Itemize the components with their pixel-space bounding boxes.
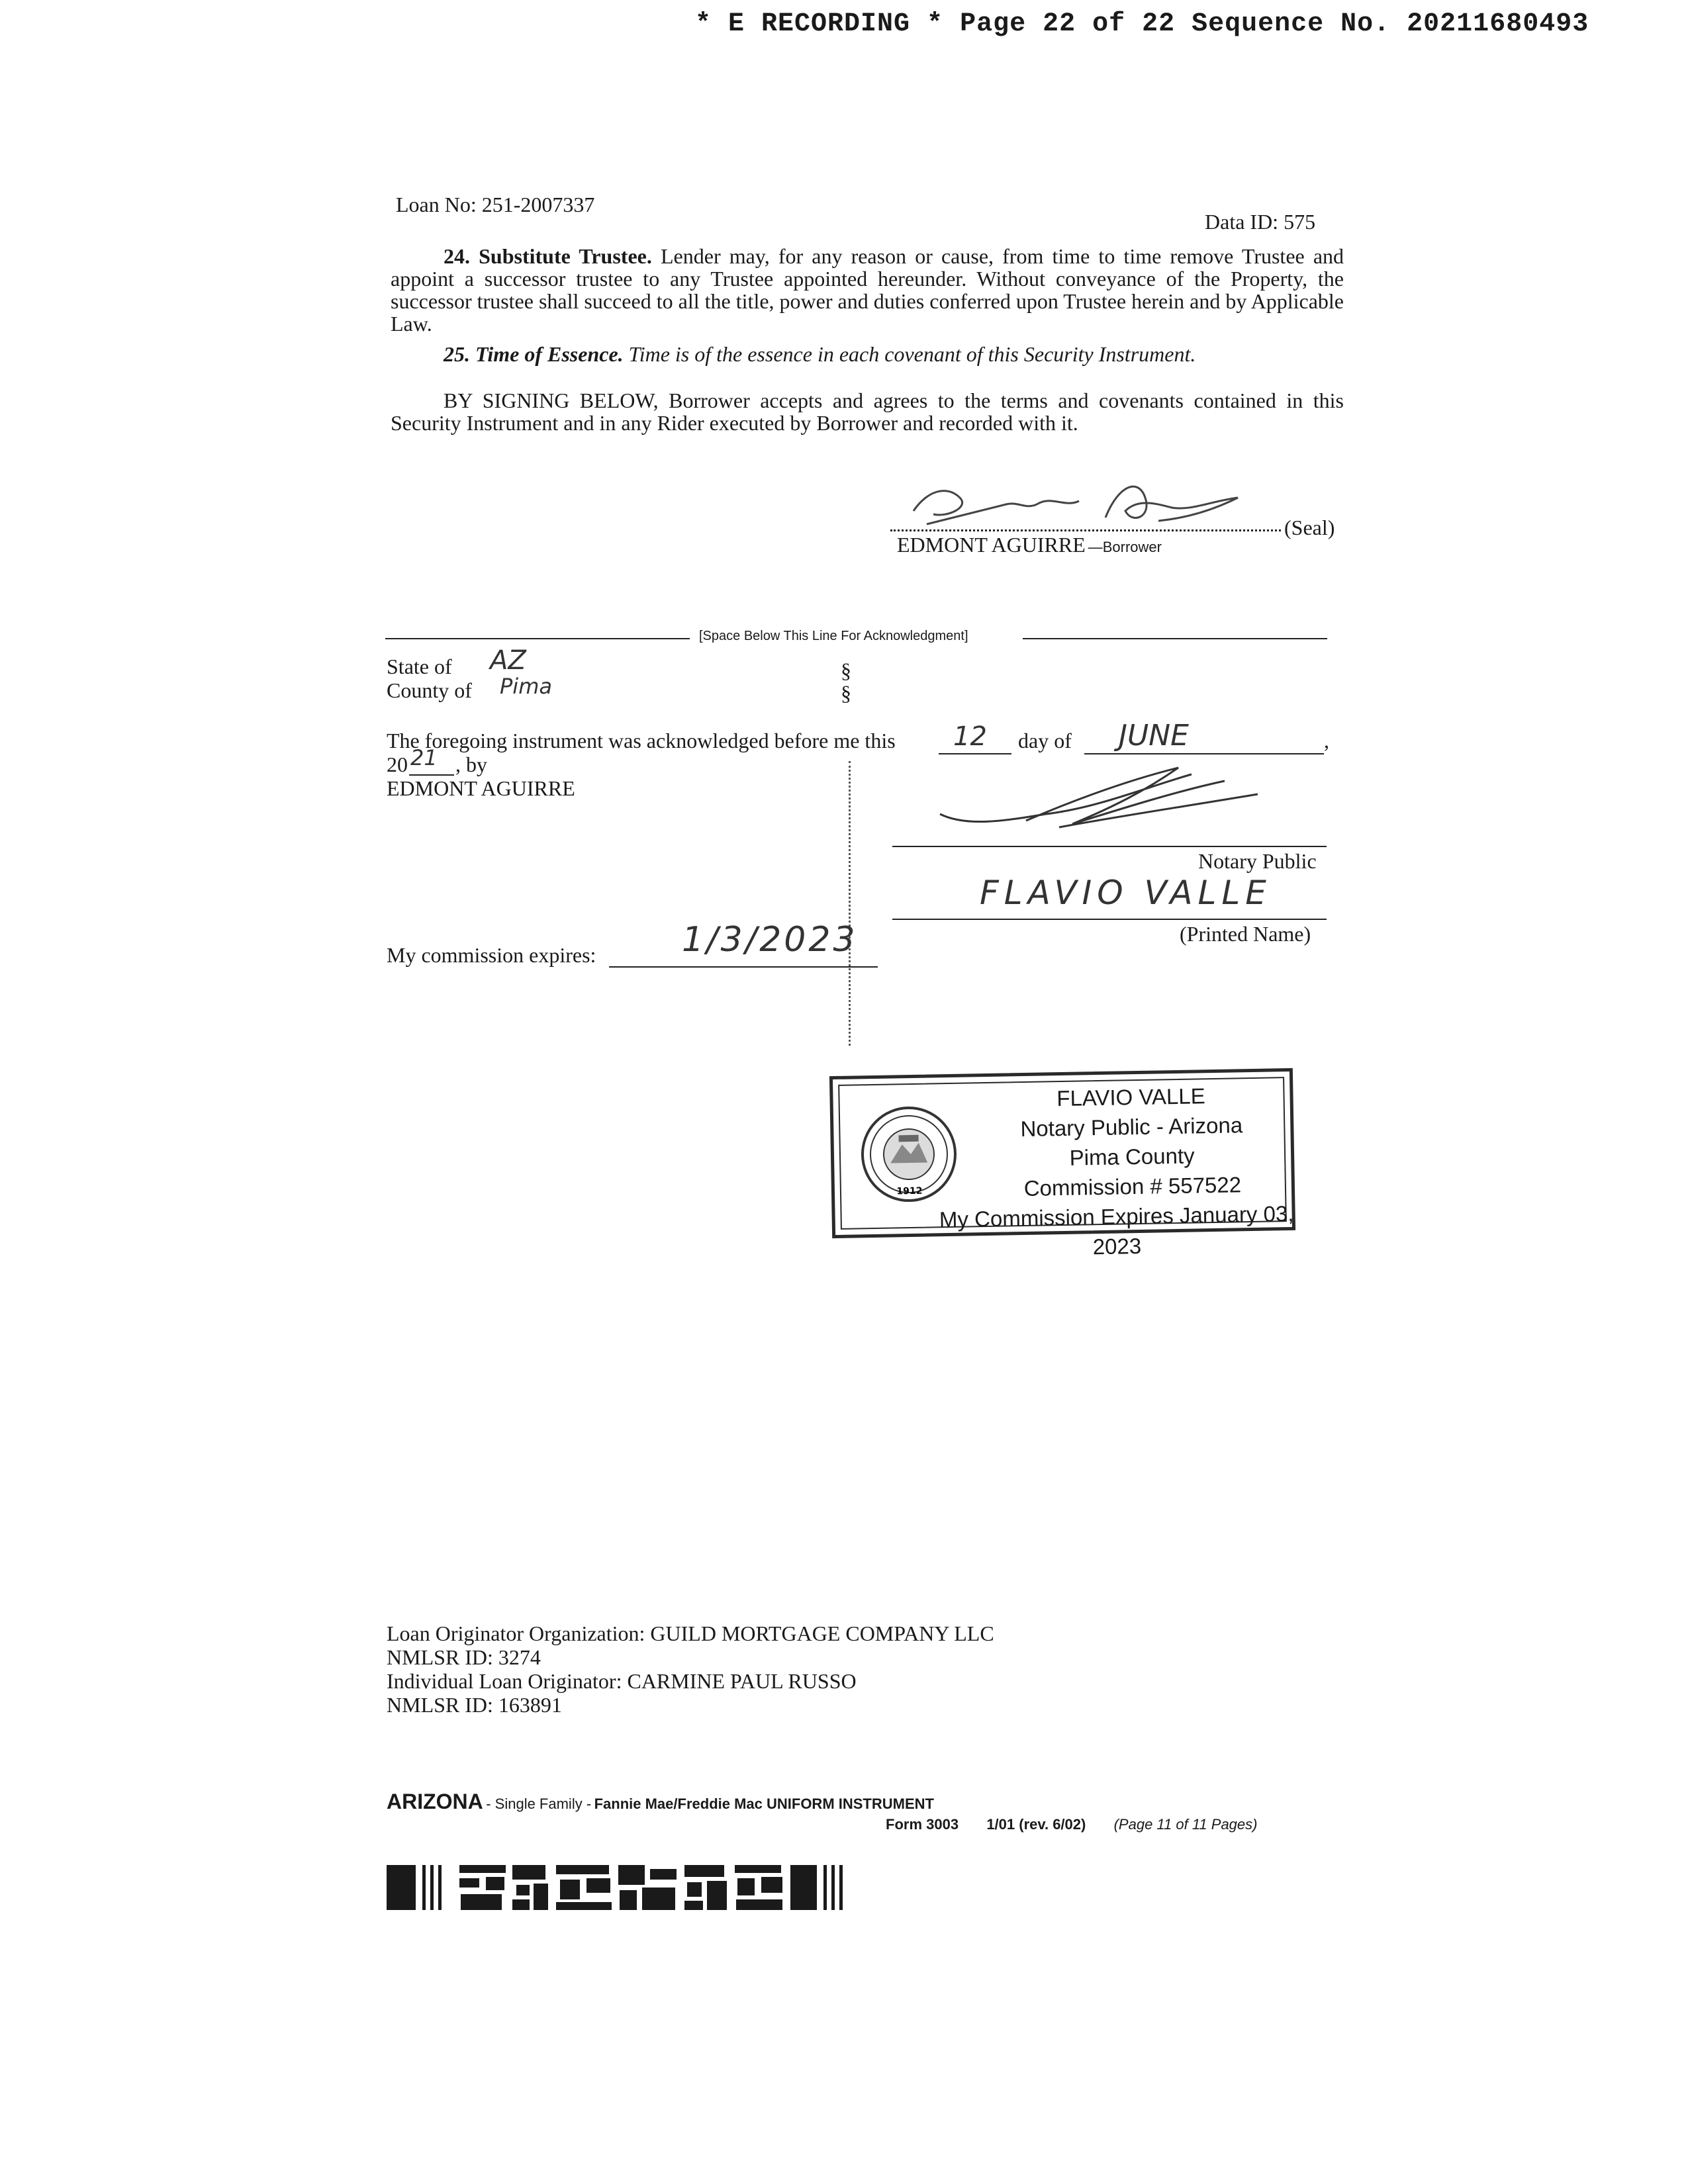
section-24 (391, 245, 1344, 335)
notary-signature (927, 761, 1271, 841)
originator-org-nmlsr: NMLSR ID: 3274 (387, 1645, 541, 1669)
printed-name-label: (Printed Name) (1180, 922, 1311, 946)
originator-block (387, 1621, 994, 1717)
section-24-number: 24. (444, 244, 470, 268)
vertical-dotted-divider (849, 761, 851, 1046)
footer-desc-2: Fannie Mae/Freddie Mac UNIFORM INSTRUMENT (594, 1796, 934, 1812)
stamp-line-title: Notary Public - Arizona (1020, 1113, 1243, 1142)
commission-value: 1/3/2023 (682, 920, 858, 960)
borrower-name: EDMONT AGUIRRE (897, 533, 1086, 557)
svg-text:1912: 1912 (896, 1185, 923, 1197)
data-id: Data ID: 575 (1205, 210, 1316, 234)
ack-by: , by (455, 752, 487, 776)
form-info (886, 1816, 1257, 1833)
stamp-line-expires: My Commission Expires January 03, 2023 (939, 1201, 1294, 1259)
stamp-text (939, 1079, 1294, 1263)
notary-signature-line (892, 846, 1327, 847)
notary-printed-name: FLAVIO VALLE (980, 874, 1272, 912)
borrower-signature (907, 471, 1251, 537)
borrower-signature-line (890, 529, 1281, 531)
ack-month: JUNE (1119, 719, 1189, 752)
borrower-role: —Borrower (1088, 539, 1162, 555)
ack-day-of: day of (1018, 729, 1072, 752)
notary-public-label: Notary Public (1198, 849, 1317, 873)
footer-desc-1: - Single Family - (486, 1796, 592, 1812)
section-25-number: 25. (444, 342, 470, 366)
borrower-name-block (897, 533, 1162, 556)
ack-divider-label: [Space Below This Line For Acknowledgment] (699, 629, 968, 643)
stamp-line-county: Pima County (1069, 1143, 1195, 1170)
originator-individual: Individual Loan Originator: CARMINE PAUL RUSSO (387, 1669, 857, 1693)
ack-name: EDMONT AGUIRRE (387, 776, 575, 800)
ack-text: The foregoing instrument was acknowledged before me this (387, 729, 896, 752)
ack-year-prefix: 20 (387, 752, 408, 776)
section-25-title: Time of Essence. (475, 342, 624, 366)
arizona-state-seal-icon (859, 1104, 960, 1205)
ack-divider-left (385, 638, 690, 639)
ack-day: 12 (953, 721, 987, 752)
commission-line (609, 966, 878, 968)
section-24-text: Lender may, for any reason or cause, from time to time remove Trustee and appoint a successor trustee to any Trustee appointed hereunder. Without conveyance of the Property, the successor trustee shall succeed to all the title, power and duties conferred upon Trustee herein and by Applicable Law. (391, 244, 1344, 336)
loan-number: Loan No: 251-2007337 (396, 193, 595, 216)
commission-label: My commission expires: (387, 943, 596, 967)
section-25 (391, 343, 1344, 365)
county-value: Pima (500, 674, 552, 699)
seal-label: (Seal) (1284, 516, 1335, 539)
state-section-mark: § (841, 659, 851, 682)
document-barcode (387, 1865, 896, 1910)
county-section-mark: § (841, 681, 851, 705)
ack-year-suffix: 21 (410, 745, 438, 770)
signing-statement-text: BY SIGNING BELOW, Borrower accepts and agrees to the terms and covenants contained in this Security Instrument and in any Rider executed by Borrower and recorded with it. (391, 388, 1344, 435)
originator-org: Loan Originator Organization: GUILD MORTGAGE COMPANY LLC (387, 1621, 994, 1645)
ack-year-line (409, 774, 454, 776)
signing-statement (391, 389, 1344, 434)
recording-header: * E RECORDING * Page 22 of 22 Sequence No. 20211680493 (695, 9, 1589, 39)
stamp-line-name: FLAVIO VALLE (1056, 1083, 1206, 1111)
originator-individual-nmlsr: NMLSR ID: 163891 (387, 1693, 562, 1717)
ack-day-line (939, 753, 1011, 754)
state-label: State of (387, 655, 452, 678)
section-24-title: Substitute Trustee. (479, 244, 652, 268)
footer-form: Form 3003 (886, 1816, 959, 1833)
notary-stamp (829, 1068, 1295, 1259)
printed-name-line (892, 919, 1327, 920)
county-label: County of (387, 678, 472, 702)
footer-state: ARIZONA (387, 1790, 483, 1813)
ack-month-line (1084, 753, 1324, 754)
form-footer (387, 1790, 934, 1814)
footer-rev: 1/01 (rev. 6/02) (986, 1816, 1086, 1833)
section-25-text: Time is of the essence in each covenant of this Security Instrument. (628, 342, 1196, 366)
stamp-line-commission: Commission # 557522 (1023, 1172, 1242, 1201)
state-value: AZ (490, 645, 526, 676)
footer-pages: (Page 11 of 11 Pages) (1113, 1816, 1258, 1833)
ack-divider-right (1023, 638, 1327, 639)
